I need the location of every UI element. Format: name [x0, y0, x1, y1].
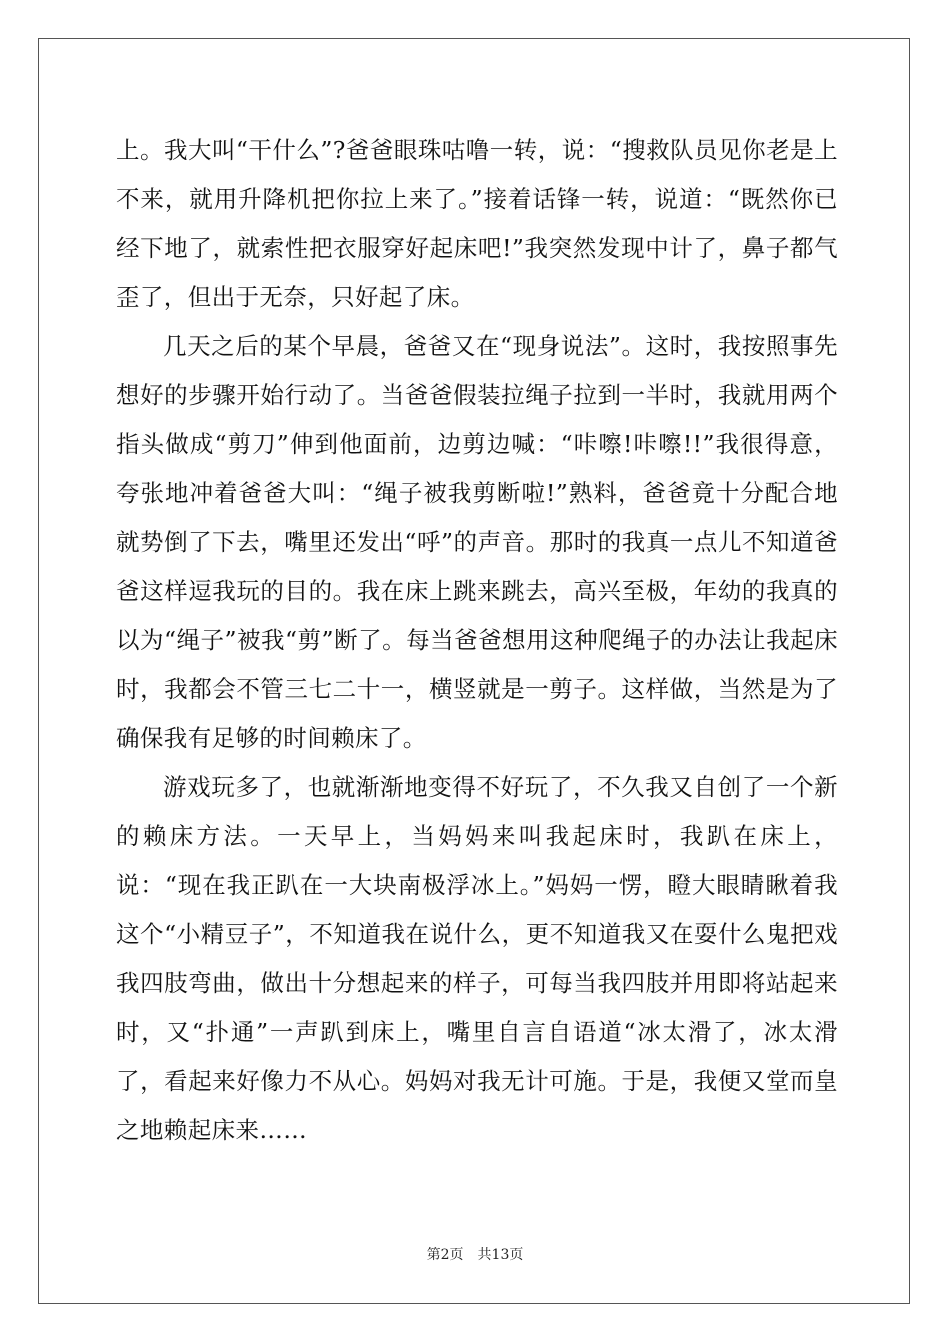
paragraph-2: 几天之后的某个早晨，爸爸又在“现身说法”。这时，我按照事先想好的步骤开始行动了。当爸爸假装拉绳子拉到一半时，我就用两个指头做成“剪刀”伸到他面前，边剪边喊：“咔嚓!咔嚓!!”我很得意，夸张地冲着爸爸大叫：“绳子被我剪断啦!”熟料，爸爸竟十分配合地就势倒了下去，嘴里还发出“呼”的声音。那时的我真一点儿不知道爸爸这样逗我玩的目的。我在床上跳来跳去，高兴至极，年幼的我真的以为“绳子”被我“剪”断了。每当爸爸想用这种爬绳子的办法让我起床时，我都会不管三七二十一，横竖就是一剪子。这样做，当然是为了确保我有足够的时间赖床了。: [116, 332, 838, 752]
total-pages: 共13页: [477, 1247, 524, 1263]
paragraph-1: 上。我大叫“干什么”?爸爸眼珠咕噜一转，说：“搜救队员见你老是上不来，就用升降机把你拉上来了。”接着话锋一转，说道：“既然你已经下地了，就索性把衣服穿好起床吧!”我突然发现中计了，鼻子都气歪了，但出于无奈，只好起了床。: [116, 136, 838, 311]
paragraph-3: 游戏玩多了，也就渐渐地变得不好玩了，不久我又自创了一个新的赖床方法。一天早上，当妈妈来叫我起床时，我趴在床上，说：“现在我正趴在一大块南极浮冰上。”妈妈一愣，瞪大眼睛瞅着我这个“小精豆子”，不知道我在说什么，更不知道我又在耍什么鬼把戏我四肢弯曲，做出十分想起来的样子，可每当我四肢并用即将站起来时，又“扑通”一声趴到床上，嘴里自言自语道“冰太滑了，冰太滑了，看起来好像力不从心。妈妈对我无计可施。于是，我便又堂而皇之地赖起床来……: [116, 773, 838, 1144]
document-body: [116, 126, 838, 1155]
page-footer: [0, 1244, 950, 1264]
page-number: 第2页: [426, 1247, 464, 1263]
